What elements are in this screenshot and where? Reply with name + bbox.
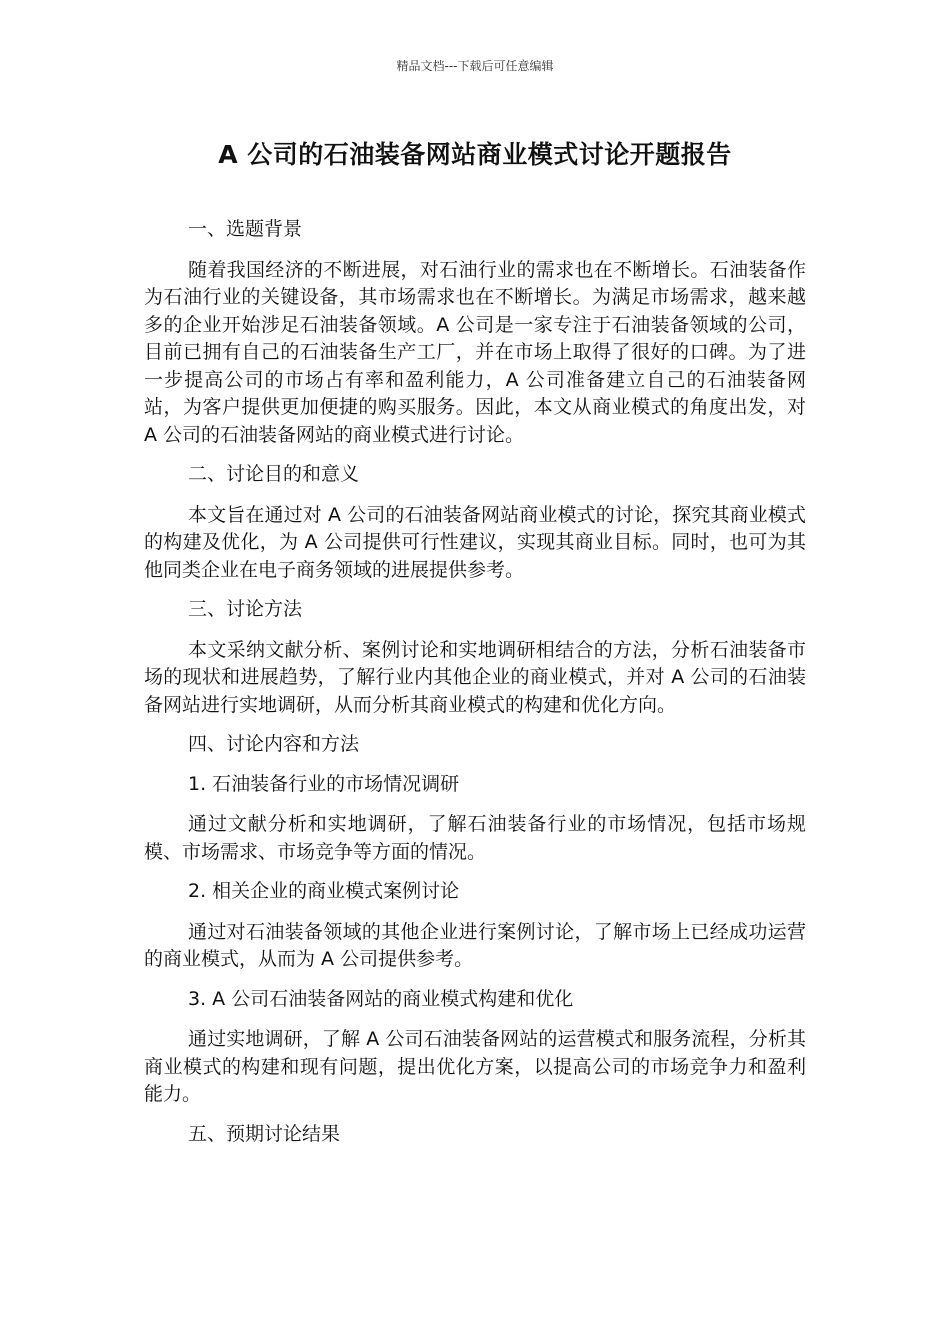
subsection-heading-market: 1. 石油装备行业的市场情况调研 xyxy=(188,772,460,795)
section-heading-content: 四、讨论内容和方法 xyxy=(188,733,360,755)
paragraph-method: 本文采纳文献分析、案例讨论和实地调研相结合的方法，分析石油装备市场的现状和进展趋势，了解行业内其他企业的商业模式，并对 A 公司的石油装备网站进行实地调研，从而分析其商业模式的构建和优化方向。 xyxy=(144,638,806,716)
paragraph-optimization: 通过实地调研，了解 A 公司石油装备网站的运营模式和服务流程，分析其商业模式的构建和现有问题，提出优化方案，以提高公司的市场竞争力和盈利能力。 xyxy=(144,1028,806,1105)
header-note: 精品文档---下载后可任意编辑 xyxy=(396,59,554,73)
section-heading-background: 一、选题背景 xyxy=(188,218,303,240)
document-title: A 公司的石油装备网站商业模式讨论开题报告 xyxy=(218,140,732,169)
paragraph-purpose: 本文旨在通过对 A 公司的石油装备网站商业模式的讨论，探究其商业模式的构建及优化，为 A 公司提供可行性建议，实现其商业目标。同时，也可为其他同类企业在电子商务领域的进展提供参考。 xyxy=(144,503,806,581)
paragraph-cases: 通过对石油装备领域的其他企业进行案例讨论，了解市场上已经成功运营的商业模式，从而为 A 公司提供参考。 xyxy=(144,920,806,970)
subsection-heading-cases: 2. 相关企业的商业模式案例讨论 xyxy=(188,880,460,902)
section-heading-purpose: 二、讨论目的和意义 xyxy=(188,463,360,485)
document-body xyxy=(144,216,806,1148)
section-heading-expected-results: 五、预期讨论结果 xyxy=(188,1122,341,1145)
section-heading-method: 三、讨论方法 xyxy=(188,598,303,620)
paragraph-background: 随着我国经济的不断进展，对石油行业的需求也在不断增长。石油装备作为石油行业的关键设备，其市场需求也在不断增长。为满足市场需求，越来越多的企业开始涉足石油装备领域。A 公司是一家专注于石油装备领域的公司，目前已拥有自己的石油装备生产工厂，并在市场上取得了很好的口碑。为了进一步提高公司的市场占有率和盈利能力，A 公司准备建立自己的石油装备网站，为客户提供更加便捷的购买服务。因此，本文从商业模式的角度出发，对 A 公司的石油装备网站的商业模式进行讨论。 xyxy=(144,258,806,446)
paragraph-market: 通过文献分析和实地调研，了解石油装备行业的市场情况，包括市场规模、市场需求、市场竞争等方面的情况。 xyxy=(144,813,806,863)
subsection-heading-optimization: 3. A 公司石油装备网站的商业模式构建和优化 xyxy=(188,987,574,1010)
